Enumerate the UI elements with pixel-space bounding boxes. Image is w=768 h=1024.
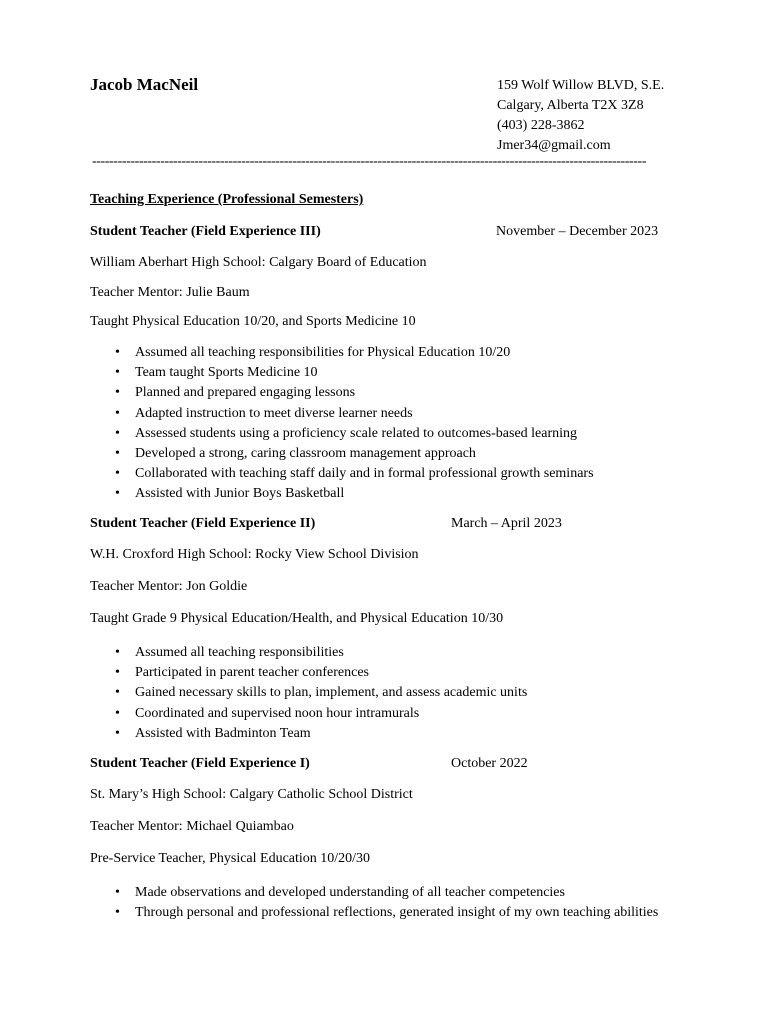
section-title: Teaching Experience (Professional Semesters) xyxy=(90,192,364,207)
experience-school: William Aberhart High School: Calgary Board of Education xyxy=(90,255,427,270)
experience-mentor: Teacher Mentor: Jon Goldie xyxy=(90,579,248,594)
street-address: 159 Wolf Willow BLVD, S.E. xyxy=(497,78,665,93)
list-item: • Adapted instruction to meet diverse learner needs xyxy=(90,404,594,424)
list-item: • Coordinated and supervised noon hour intramurals xyxy=(90,704,527,724)
experience-taught: Taught Grade 9 Physical Education/Health, and Physical Education 10/30 xyxy=(90,611,504,626)
applicant-name: Jacob MacNeil xyxy=(90,75,199,94)
list-item: • Assessed students using a proficiency scale related to outcomes-based learning xyxy=(90,424,594,444)
experience-role: Student Teacher (Field Experience I) xyxy=(90,756,310,771)
experience-mentor: Teacher Mentor: Michael Quiambao xyxy=(90,819,294,834)
list-item: • Assisted with Badminton Team xyxy=(90,724,527,744)
email-address: Jmer34@gmail.com xyxy=(497,138,611,153)
experience-dates: October 2022 xyxy=(451,756,528,771)
experience-bullet-list xyxy=(90,883,658,923)
experience-taught: Pre-Service Teacher, Physical Education 10/20/30 xyxy=(90,851,371,866)
list-item: • Participated in parent teacher conferences xyxy=(90,663,527,683)
header-divider: ---------------------------------------------------------------------------------------------------------------------------------- xyxy=(92,154,647,169)
experience-bullet-list xyxy=(90,643,527,744)
list-item: • Assumed all teaching responsibilities for Physical Education 10/20 xyxy=(90,343,594,363)
list-item: • Assisted with Junior Boys Basketball xyxy=(90,484,594,504)
experience-role: Student Teacher (Field Experience II) xyxy=(90,516,316,531)
contact-block xyxy=(497,76,664,156)
experience-role: Student Teacher (Field Experience III) xyxy=(90,224,321,239)
list-item: • Assumed all teaching responsibilities xyxy=(90,643,527,663)
experience-taught: Taught Physical Education 10/20, and Sports Medicine 10 xyxy=(90,314,416,329)
list-item: • Planned and prepared engaging lessons xyxy=(90,383,594,403)
list-item: • Made observations and developed understanding of all teacher competencies xyxy=(90,883,658,903)
experience-dates: March – April 2023 xyxy=(451,516,562,531)
experience-school: St. Mary’s High School: Calgary Catholic School District xyxy=(90,787,413,802)
experience-mentor: Teacher Mentor: Julie Baum xyxy=(90,285,250,300)
phone-number: (403) 228-3862 xyxy=(497,118,585,133)
experience-bullet-list xyxy=(90,343,594,505)
list-item: • Through personal and professional reflections, generated insight of my own teaching abilities xyxy=(90,903,658,923)
city-province: Calgary, Alberta T2X 3Z8 xyxy=(497,98,644,113)
list-item: • Gained necessary skills to plan, implement, and assess academic units xyxy=(90,683,527,703)
list-item: • Collaborated with teaching staff daily and in formal professional growth seminars xyxy=(90,464,594,484)
list-item: • Team taught Sports Medicine 10 xyxy=(90,363,594,383)
list-item: • Developed a strong, caring classroom management approach xyxy=(90,444,594,464)
experience-school: W.H. Croxford High School: Rocky View School Division xyxy=(90,547,419,562)
experience-dates: November – December 2023 xyxy=(496,224,659,239)
